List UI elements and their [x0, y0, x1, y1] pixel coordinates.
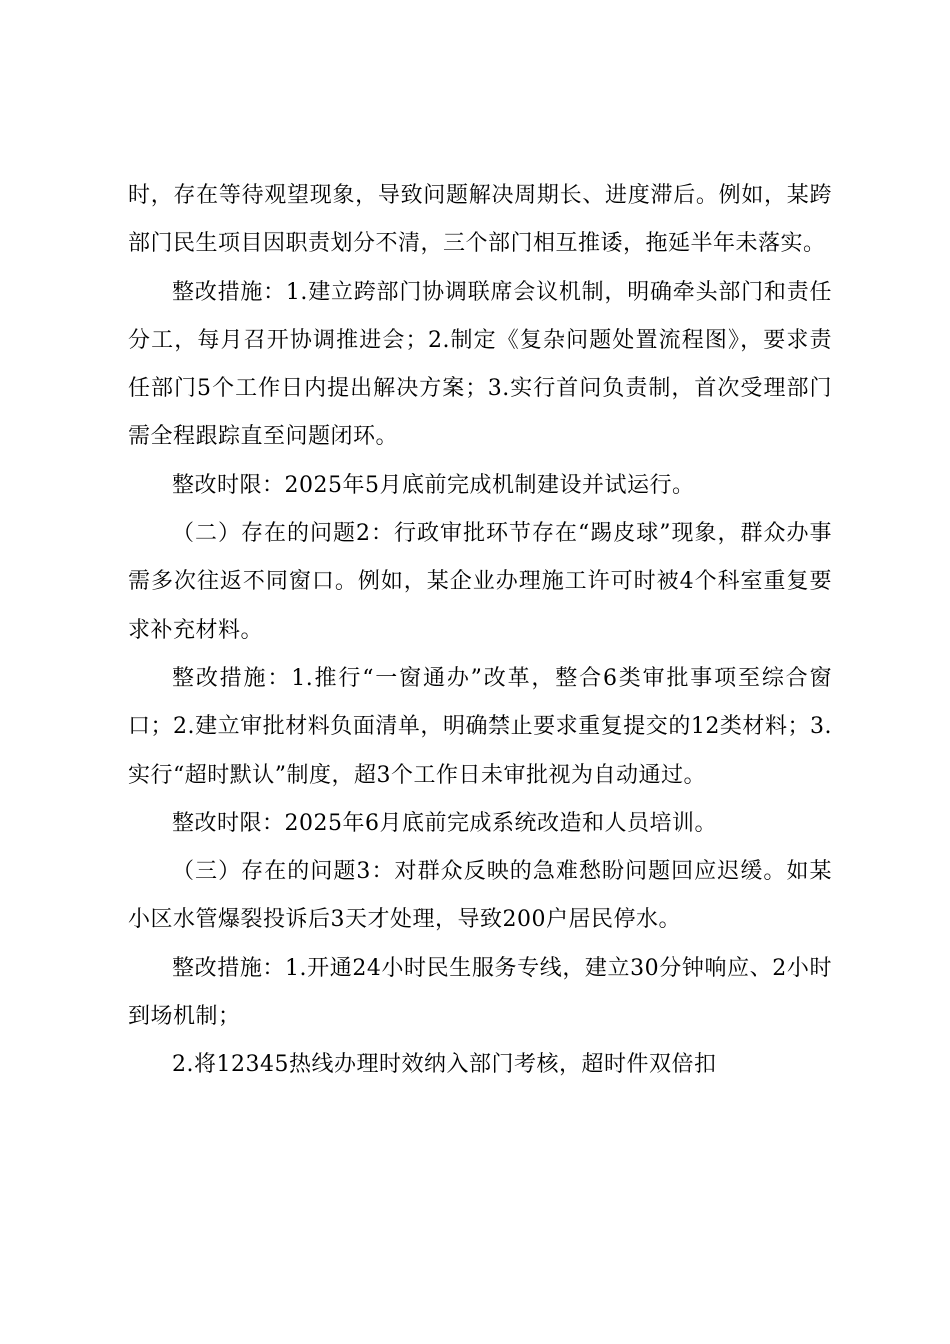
- paragraph-problem-2: （二）存在的问题2：行政审批环节存在“踢皮球”现象，群众办事需多次往返不同窗口。例如，某企业办理施工许可时被4个科室重复要求补充材料。: [128, 521, 832, 643]
- paragraph-deadline-1: 整改时限：2025年5月底前完成机制建设并试运行。: [172, 472, 695, 498]
- paragraph-measures-3-item-2: 2.将12345热线办理时效纳入部门考核，超时件双倍扣: [172, 1052, 717, 1078]
- paragraph-problem-3: （三）存在的问题3：对群众反映的急难愁盼问题回应迟缓。如某小区水管爆裂投诉后3天才处理，导致200户居民停水。: [128, 859, 832, 933]
- paragraph-continuation: 时，存在等待观望现象，导致问题解决周期长、进度滞后。例如，某跨部门民生项目因职责划分不清，三个部门相互推诿，拖延半年未落实。: [128, 183, 832, 257]
- paragraph-measures-3: 整改措施：1.开通24小时民生服务专线，建立30分钟响应、2小时到场机制；: [128, 955, 832, 1030]
- document-body: [128, 172, 832, 1090]
- paragraph-measures-2: 整改措施：1.推行“一窗通办”改革，整合6类审批事项至综合窗口；2.建立审批材料负面清单，明确禁止要求重复提交的12类材料；3.实行“超时默认”制度，超3个工作日未审批视为自动通过。: [128, 665, 832, 788]
- paragraph-measures-1: 整改措施：1.建立跨部门协调联席会议机制，明确牵头部门和责任分工，每月召开协调推进会；2.制定《复杂问题处置流程图》，要求责任部门5个工作日内提出解决方案；3.实行首问负责制，首次受理部门需全程跟踪直至问题闭环。: [128, 279, 832, 450]
- paragraph-deadline-2: 整改时限：2025年6月底前完成系统改造和人员培训。: [172, 810, 717, 836]
